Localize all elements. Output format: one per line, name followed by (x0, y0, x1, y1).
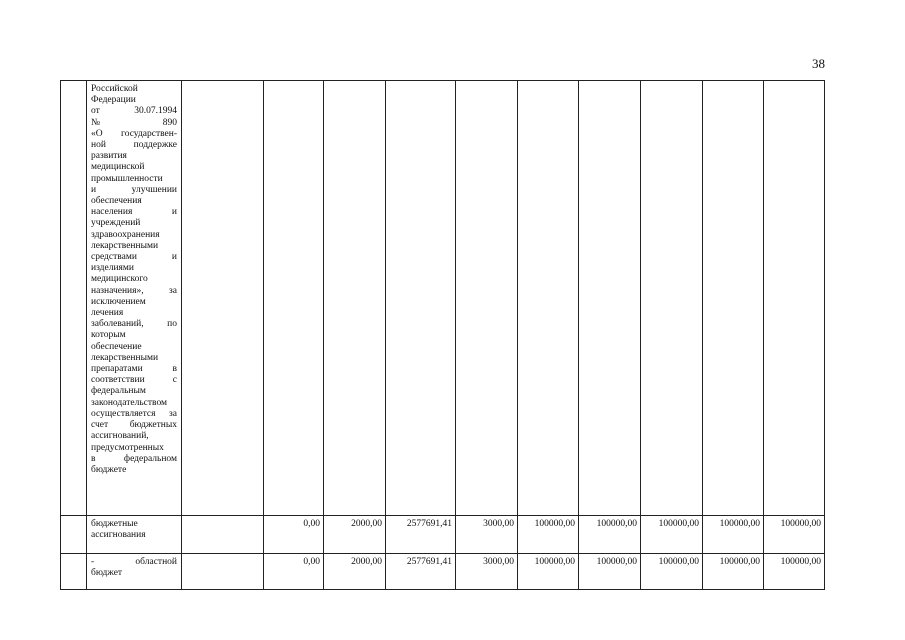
description-line: ной поддержке (91, 140, 177, 151)
row-label-line: бюджет (91, 568, 123, 579)
program-description-text (91, 84, 177, 476)
description-line: которым (91, 330, 126, 341)
table-row-description (61, 81, 825, 516)
row-label-line: бюджетные (91, 519, 138, 529)
description-line: счет бюджетных (91, 420, 177, 431)
value-cell: 2577691,41 (386, 554, 456, 590)
empty-cell (641, 81, 703, 516)
empty-cell (703, 81, 764, 516)
empty-cell (456, 81, 518, 516)
empty-cell (182, 554, 264, 590)
empty-cell (518, 81, 579, 516)
description-line: лекарственными (91, 352, 159, 363)
description-line: № 890 (91, 117, 177, 128)
index-cell (61, 81, 87, 516)
description-line: в федеральном (91, 453, 177, 464)
index-cell (61, 516, 87, 554)
description-line: медицинского (91, 274, 148, 285)
value-cell: 100000,00 (641, 516, 703, 554)
value-cell: 100000,00 (518, 516, 579, 554)
description-line: федеральным (91, 386, 146, 397)
description-line: бюджете (91, 464, 127, 475)
description-line: обеспечения (91, 196, 142, 207)
value-cell: 100000,00 (579, 516, 641, 554)
value-cell: 3000,00 (456, 516, 518, 554)
program-description-cell (87, 81, 182, 516)
value-cell: 2000,00 (324, 554, 386, 590)
value-cell: 100000,00 (641, 554, 703, 590)
value-cell: 100000,00 (703, 554, 764, 590)
description-line: предусмотренных (91, 442, 164, 453)
empty-cell (324, 81, 386, 516)
row-label-line: областной (135, 557, 177, 567)
value-cell: 100000,00 (579, 554, 641, 590)
value-cell: 2577691,41 (386, 516, 456, 554)
budget-table (60, 80, 825, 590)
description-line: «О государствен- (91, 128, 177, 139)
description-line: средствами и (91, 252, 177, 263)
empty-cell (579, 81, 641, 516)
value-cell: 100000,00 (518, 554, 579, 590)
description-line: Российской (91, 84, 138, 94)
empty-cell (764, 81, 825, 516)
description-line: и улучшении (91, 184, 177, 195)
description-line: изделиями (91, 263, 135, 274)
description-line: осуществляется за (91, 408, 177, 419)
description-line: соответствии с (91, 375, 177, 386)
description-line: назначения», за (91, 285, 177, 296)
value-cell: 100000,00 (764, 554, 825, 590)
description-line: лекарственными (91, 240, 159, 251)
description-line: здравоохранения (91, 229, 160, 240)
description-line: законодательством (91, 397, 168, 408)
value-cell: 2000,00 (324, 516, 386, 554)
description-line: от 30.07.1994 (91, 106, 177, 117)
empty-cell (264, 81, 324, 516)
description-line: исключением (91, 296, 146, 307)
description-line: развития (91, 151, 127, 162)
description-line: лечения (91, 308, 124, 319)
description-line: ассигнований, (91, 431, 149, 442)
description-line: медицинской (91, 162, 145, 173)
description-line: населения и (91, 207, 177, 218)
row-label-dash: - (91, 557, 95, 567)
description-line: учреждений (91, 218, 141, 229)
empty-cell (182, 516, 264, 554)
empty-cell (182, 81, 264, 516)
table-row-regional-budget (61, 554, 825, 590)
description-line: препаратами в (91, 364, 177, 375)
value-cell: 0,00 (264, 516, 324, 554)
description-line: обеспечение (91, 341, 142, 352)
page-number: 38 (812, 56, 825, 71)
description-line: Федерации (91, 95, 136, 106)
value-cell: 100000,00 (703, 516, 764, 554)
row-label (87, 554, 182, 590)
row-label-line: ассигнования (91, 530, 146, 541)
value-cell: 0,00 (264, 554, 324, 590)
empty-cell (386, 81, 456, 516)
description-line: заболеваний, по (91, 319, 177, 330)
index-cell (61, 554, 87, 590)
value-cell: 3000,00 (456, 554, 518, 590)
row-label (87, 516, 182, 554)
description-line: промышленности (91, 173, 163, 184)
value-cell: 100000,00 (764, 516, 825, 554)
table-row-budget-allocations (61, 516, 825, 554)
